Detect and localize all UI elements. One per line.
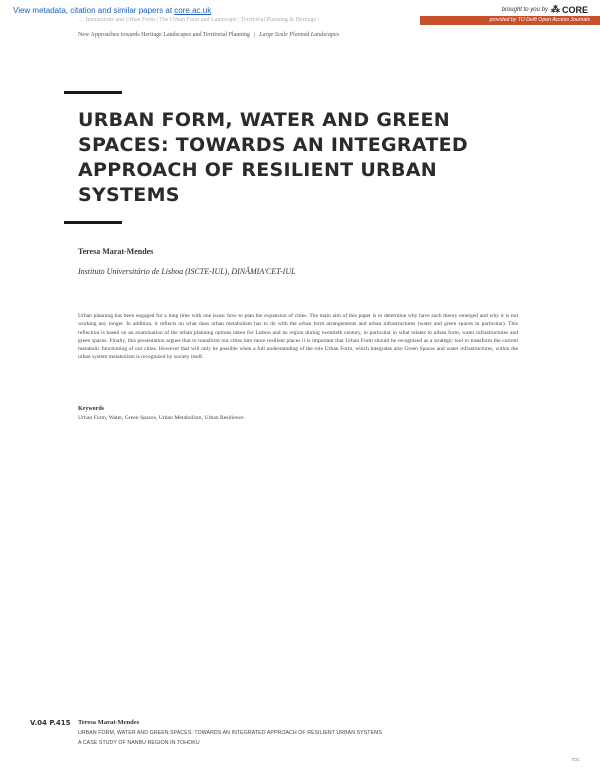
running-head-left: New Approaches towards Heritage Landscapes and Territorial Planning bbox=[78, 32, 250, 38]
provided-by-bar[interactable]: provided by TU Delft Open Access Journals bbox=[420, 16, 600, 25]
footer-author: Teresa Marat-Mendes bbox=[78, 719, 140, 726]
view-metadata-link-text: View metadata, citation and similar papers at bbox=[13, 6, 175, 15]
author-affiliation: Instituto Universitário de Lisboa (ISCTE-IUL), DINÂMIA'CET-IUL bbox=[78, 267, 296, 276]
running-head-right: Large Scale Planned Landscapes bbox=[259, 32, 340, 38]
running-head-separator: | bbox=[253, 32, 256, 38]
keywords-heading: Keywords bbox=[78, 406, 104, 412]
footer-title-line-1: URBAN FORM, WATER AND GREEN SPACES: TOWARDS AN INTEGRATED APPROACH OF RESILIENT URBAN SYSTEMS bbox=[78, 730, 383, 736]
page-number: V.04 P.415 bbox=[30, 719, 71, 727]
core-banner bbox=[0, 0, 600, 28]
core-attribution bbox=[502, 4, 588, 15]
paper-title: URBAN FORM, WATER AND GREEN SPACES: TOWARDS AN INTEGRATED APPROACH OF RESILIENT URBAN SYSTEMS bbox=[78, 109, 469, 206]
core-logo-text: CORE bbox=[561, 4, 588, 15]
running-head bbox=[78, 32, 339, 38]
title-rule-top bbox=[64, 91, 122, 94]
running-head-faded: … Interactions and Urban Form | The Urban Form and Landscape | Territorial Planning & Heritage | bbox=[78, 17, 319, 23]
view-metadata-link[interactable] bbox=[13, 6, 211, 15]
footer-title-line-2: A CASE STUDY OF NANBU REGION IN TOHOKU bbox=[78, 740, 200, 746]
core-logo[interactable] bbox=[551, 4, 588, 15]
keywords-text: Urban Form, Water, Green Spaces, Urban Metabolism, Urban Resilience. bbox=[78, 415, 246, 421]
brought-by-text: brought to you by bbox=[501, 6, 548, 13]
title-rule-bottom bbox=[64, 221, 122, 224]
core-domain-link[interactable]: core.ac.uk bbox=[174, 6, 212, 15]
core-logo-icon: ⁂ bbox=[550, 4, 560, 14]
author-name: Teresa Marat-Mendes bbox=[78, 247, 154, 256]
abstract-text: Urban planning has been engaged for a long time with one issue: how to plan the expansion of cities. The main aim of this paper is to determine why have such theory emerged and why it is not working any longer. In addition, it reflects on what does urban metabolism has to do with the urban form arrangements and urban infrastructures (water and green spaces in particular). This reflection is based on an examination of the urban planning options taken for Lisbon and its region during twentieth century, in particular in what relates to urban form, water infrastructures and green spaces. Finally, this presentation argues that to transform our cities into more resilient places it is important that Urban Form should be recognized as a strategic tool to transform the current metabolic functioning of our cities. However that will only be possible when a full understanding of the role Urban Form, which integrates also Green Spaces and water infrastructures, within the urban system metabolism is recognized by society itself. bbox=[78, 313, 518, 361]
toc-corner-mark[interactable]: TOC bbox=[571, 757, 581, 762]
